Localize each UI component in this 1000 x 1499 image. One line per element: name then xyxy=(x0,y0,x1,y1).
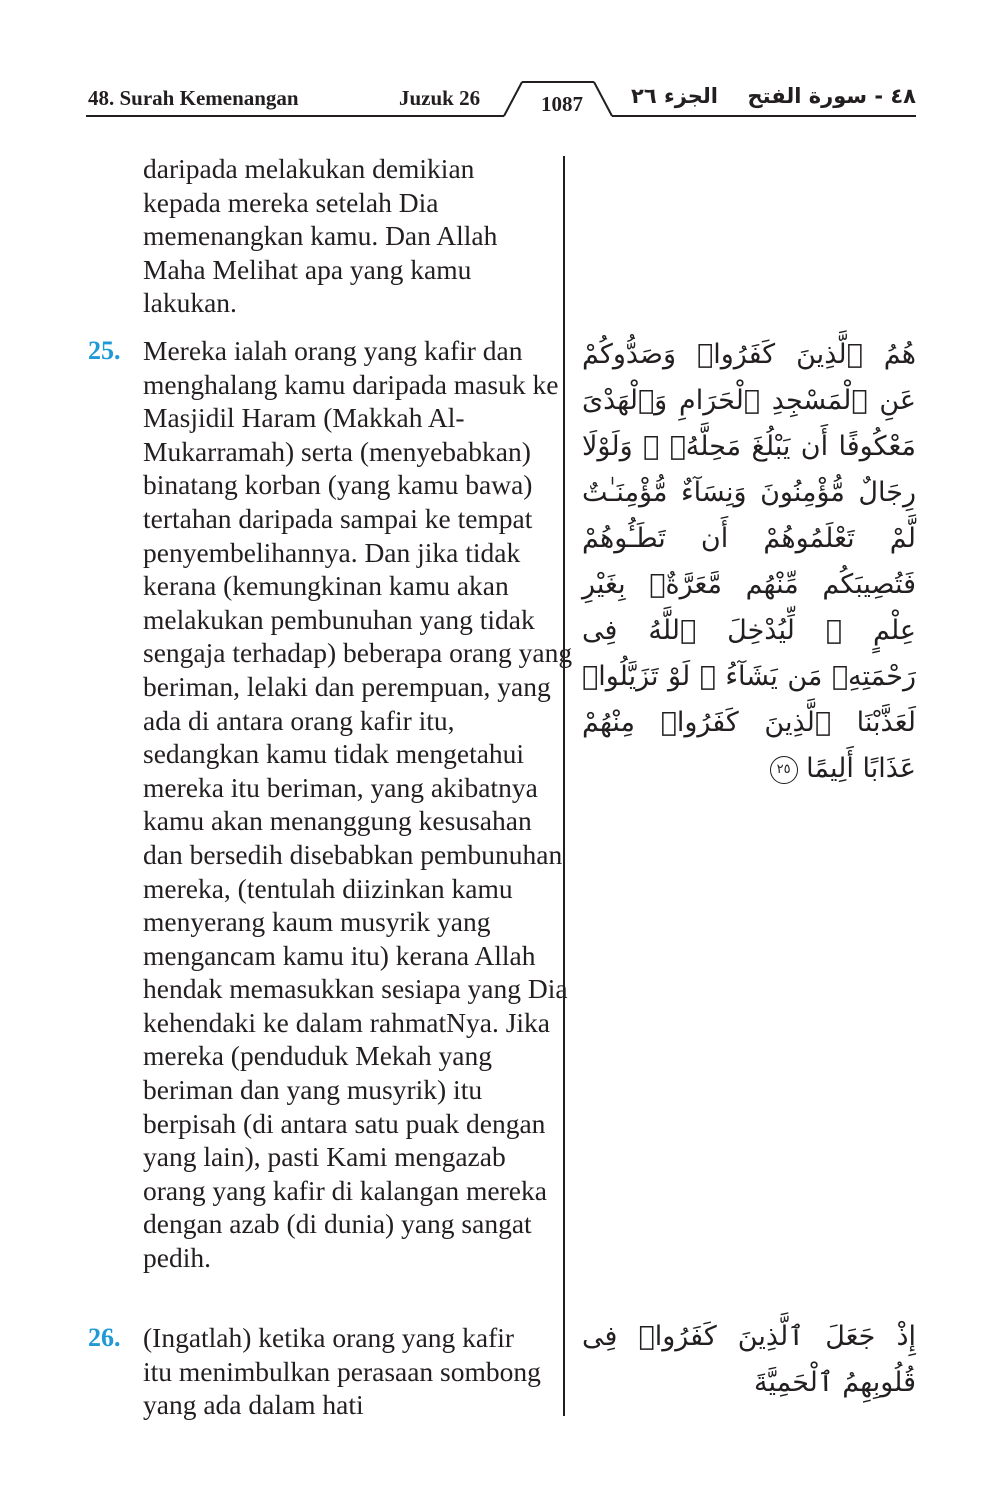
surah-title-arabic: ٤٨ - سورة الفتح xyxy=(747,84,916,108)
verse-number: 25. xyxy=(88,336,121,365)
continuation-paragraph: daripada melakukan demikian kepada mereka setelah Dia memenangkan kamu. Dan Allah Maha Melihat apa yang kamu lakukan. xyxy=(143,153,498,319)
verse-translation: Mereka ialah orang yang kafir dan menghalang kamu daripada masuk ke Masjidil Haram (Makkah Al-Mukarramah) serta (menyebabkan) binatang korban (yang kamu bawa) tertahan daripada sampai ke tempat penyembelihannya. Dan jika tidak kerana (kemungkinan kamu akan melakukan pembunuhan yang tidak sengaja terhadap) beberapa orang yang beriman, lelaki dan perempuan, yang ada di antara orang kafir itu, sedangkan kamu tidak mengetahui mereka itu beriman, yang akibatnya kamu akan menanggung kesusahan dan bersedih disebabkan pembunuhan mereka, (tentulah diizinkan kamu menyerang kaum musyrik yang mengancam kamu itu) kerana Allah hendak memasukkan sesiapa yang Dia kehendaki ke dalam rahmatNya. Jika mereka (penduduk Mekah yang beriman dan yang musyrik) itu berpisah (di antara satu puak dengan yang lain), pasti Kami mengazab orang yang kafir di kalangan mereka dengan azab (di dunia) yang sangat pedih. xyxy=(143,335,573,1274)
verse-arabic xyxy=(582,1314,916,1406)
verse-arabic xyxy=(582,332,916,792)
verse-translation: (Ingatlah) ketika orang yang kafir itu menimbulkan perasaan sombong yang ada dalam hati xyxy=(143,1322,541,1421)
page-number: 1087 xyxy=(541,92,583,116)
juz-label-latin: Juzuk 26 xyxy=(399,86,481,110)
verse-number: 26. xyxy=(88,1323,121,1352)
ayah-end-marker-icon: ٢٥ xyxy=(770,756,798,784)
verse-arabic-text: إِذْ جَعَلَ ٱلَّذِينَ كَفَرُوا۟ فِى قُلُوبِهِمُ ٱلْحَمِيَّةَ xyxy=(582,1321,916,1398)
surah-title-latin: 48. Surah Kemenangan xyxy=(88,86,299,110)
juz-label-arabic: الجزء ٢٦ xyxy=(631,84,718,108)
verse-arabic-text: هُمُ ٱلَّذِينَ كَفَرُوا۟ وَصَدُّوكُمْ عَنِ ٱلْمَسْجِدِ ٱلْحَرَامِ وَٱلْهَدْىَ مَعْكُوفًا أَن يَبْلُغَ مَحِلَّهُۥ ۚ وَلَوْلَا رِجَالٌ مُّؤْمِنُونَ وَنِسَآءٌ مُّؤْمِنَـٰتٌ لَّمْ تَعْلَمُوهُمْ أَن تَطَـُٔوهُمْ فَتُصِيبَكُم مِّنْهُم مَّعَرَّةٌۢ بِغَيْرِ عِلْمٍ ۖ لِّيُدْخِلَ ٱللَّهُ فِى رَحْمَتِهِۦ مَن يَشَآءُ ۚ لَوْ تَزَيَّلُوا۟ لَعَذَّبْنَا ٱلَّذِينَ كَفَرُوا۟ مِنْهُمْ عَذَابًا أَلِيمًا xyxy=(582,339,916,784)
